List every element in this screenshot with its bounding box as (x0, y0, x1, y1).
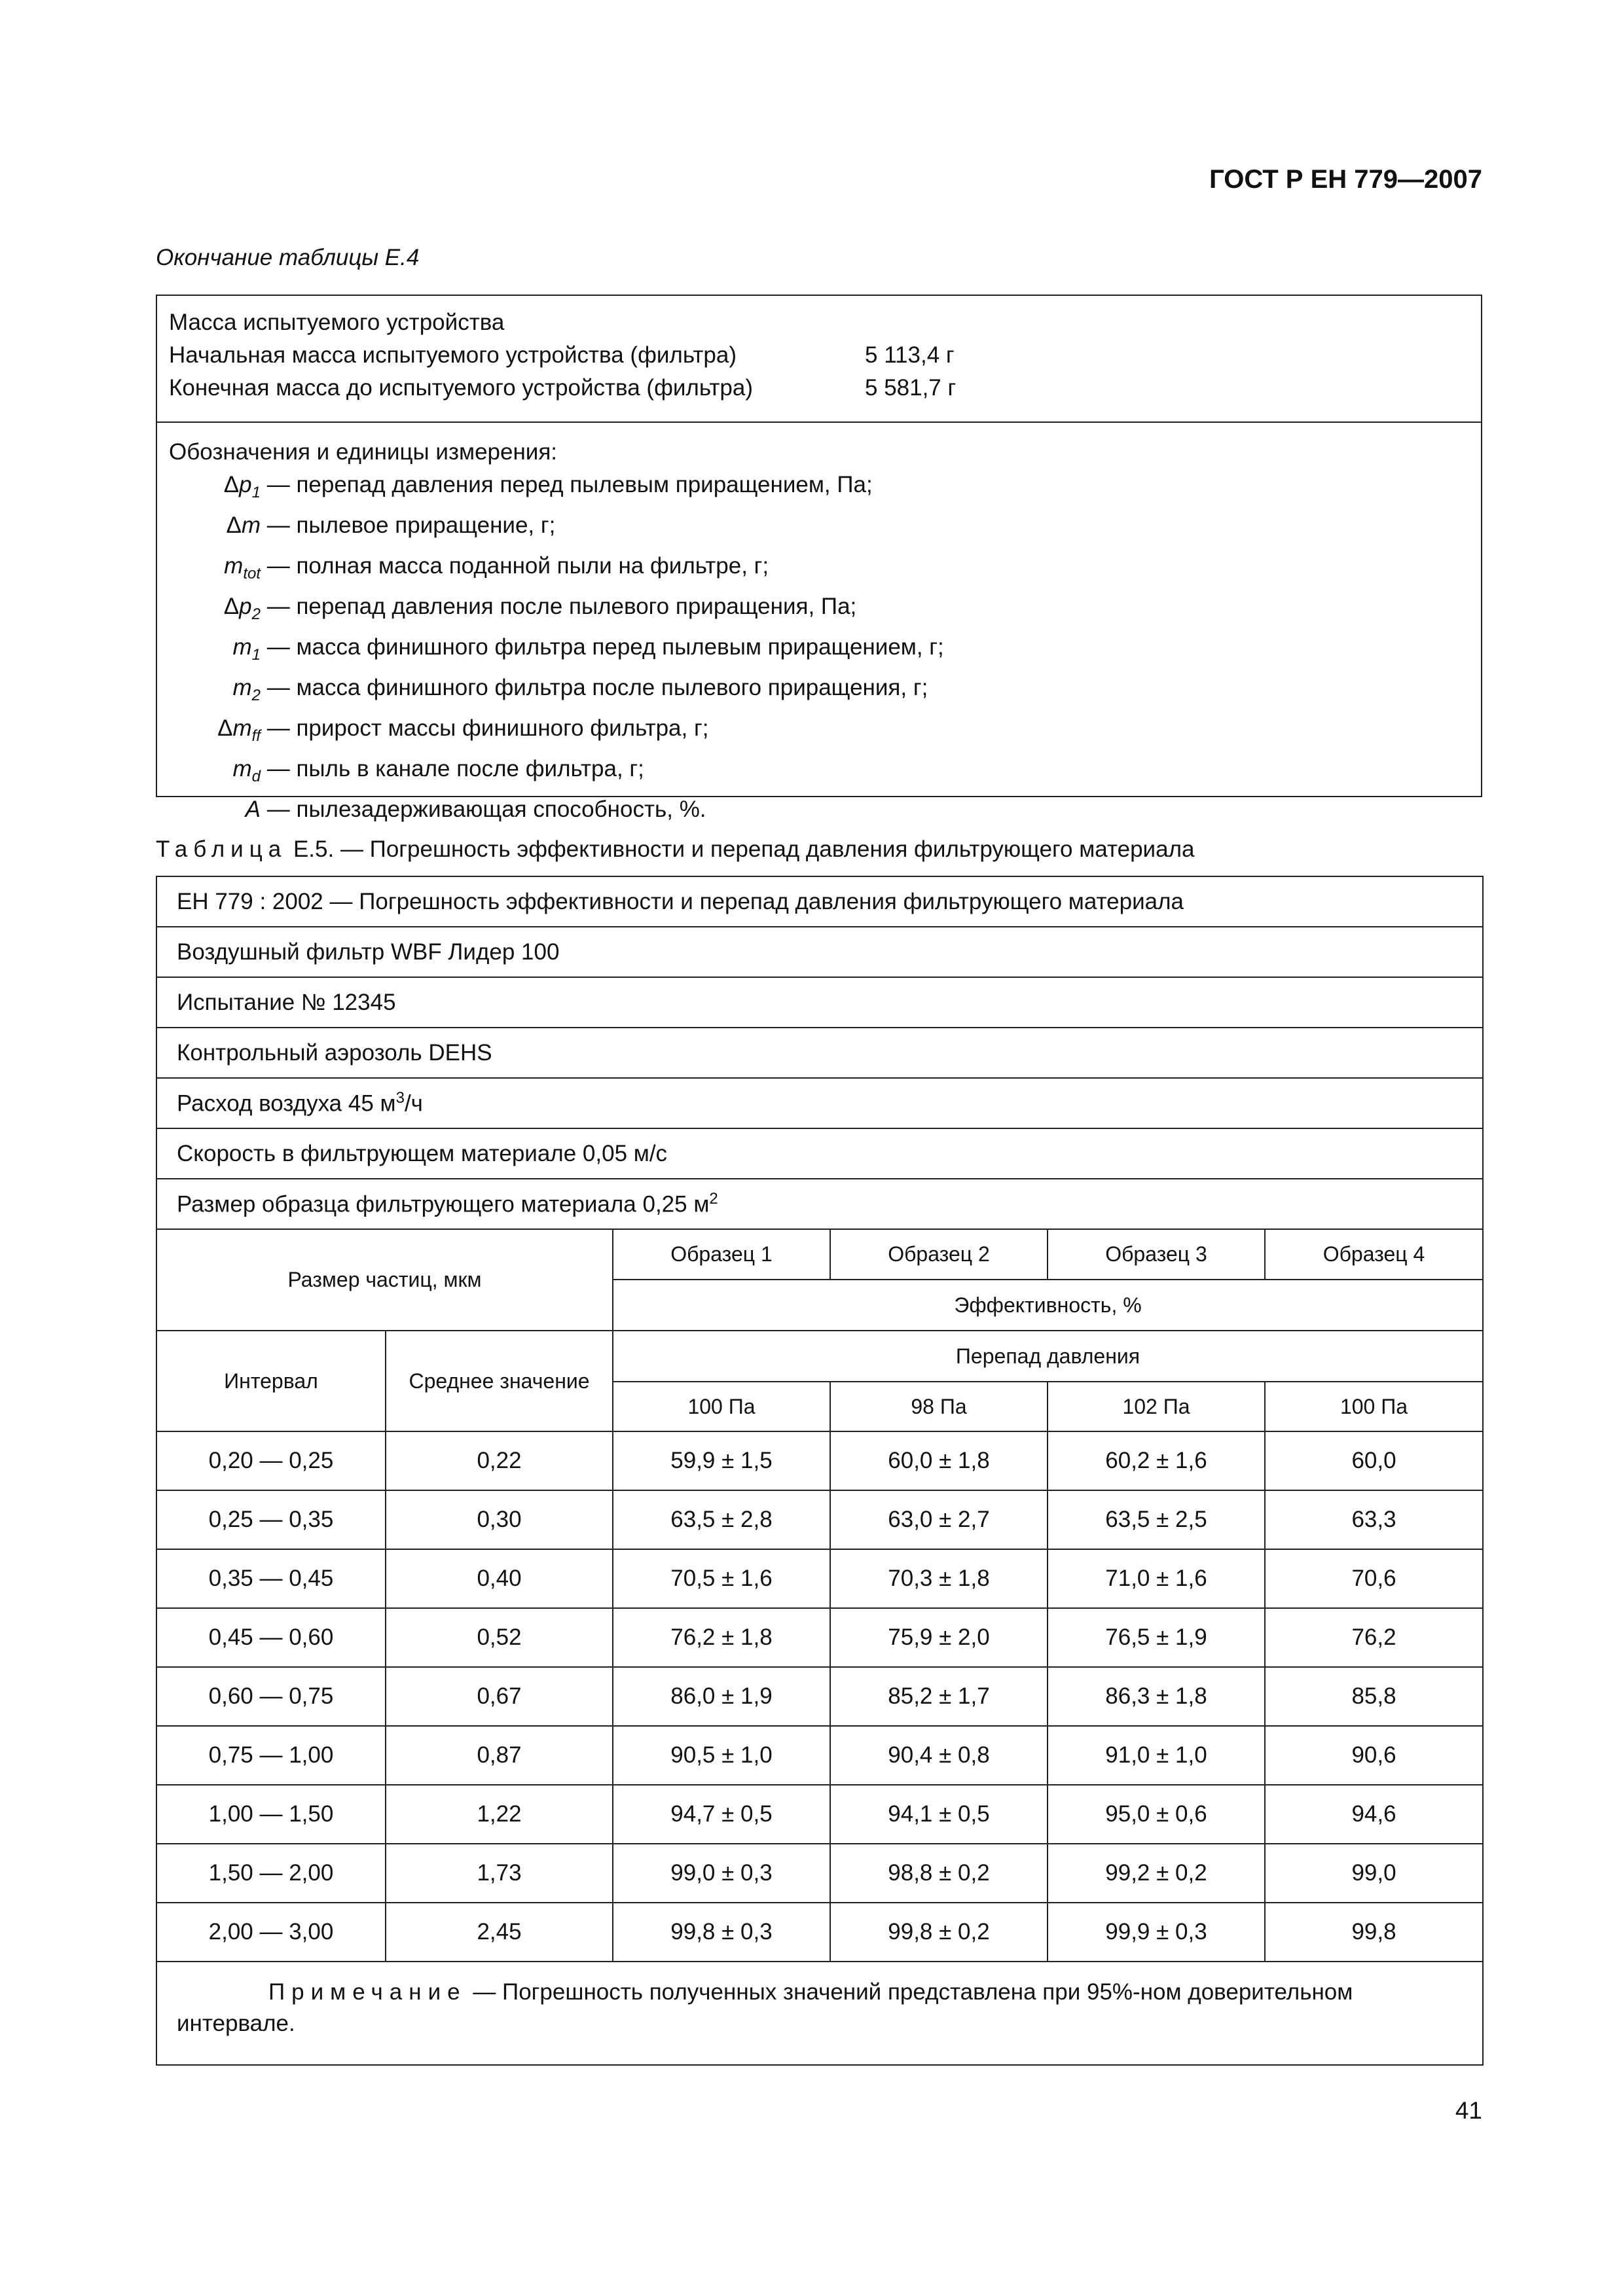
info-text: ЕН 779 : 2002 — Погрешность эффективности и перепад давления фильтрующего материала (177, 888, 1184, 914)
legend-symbol-letter: m (232, 756, 252, 781)
legend-symbol-letter: p (239, 594, 252, 619)
sample-4-cell: 60,0 (1265, 1431, 1483, 1490)
legend-description: — перепад давления перед пылевым приращением, Па; (261, 472, 873, 497)
legend-item (169, 631, 944, 672)
legend-symbol (169, 712, 261, 753)
table-e5-title (156, 836, 1194, 863)
info-text: Контрольный аэрозоль DEHS (177, 1039, 492, 1066)
sample-3-header: Образец 3 (1048, 1229, 1265, 1280)
sample-4-cell: 70,6 (1265, 1549, 1483, 1608)
sample-1-cell: 76,2 ± 1,8 (613, 1608, 830, 1667)
sample-2-cell: 85,2 ± 1,7 (830, 1667, 1048, 1726)
mean-cell: 0,22 (386, 1431, 613, 1490)
legend-item (169, 753, 944, 793)
table-title-text: Е.5. — Погрешность эффективности и перепад давления фильтрующего материала (287, 836, 1195, 862)
legend-description: — масса финишного фильтра после пылевого приращения, г; (261, 675, 928, 700)
legend-symbol-letter: A (245, 797, 261, 822)
interval-cell: 2,00 — 3,00 (156, 1903, 386, 1962)
info-row (156, 977, 1483, 1028)
info-cell (156, 1128, 1483, 1179)
legend-symbol-subscript: d (251, 768, 261, 785)
mass-title: Масса испытуемого устройства (169, 310, 505, 335)
page-number: 41 (1455, 2097, 1482, 2124)
legend-description: — полная масса поданной пыли на фильтре, г; (261, 553, 769, 579)
interval-header: Интервал (156, 1331, 386, 1431)
legend-description: — пылезадерживающая способность, %. (261, 797, 706, 822)
interval-cell: 1,00 — 1,50 (156, 1785, 386, 1844)
data-rows (156, 1431, 1483, 1962)
interval-cell: 0,20 — 0,25 (156, 1431, 386, 1490)
sample-2-header: Образец 2 (830, 1229, 1048, 1280)
legend-description: — масса финишного фильтра перед пылевым приращением, г; (261, 634, 944, 660)
sample-2-cell: 94,1 ± 0,5 (830, 1785, 1048, 1844)
table-row (156, 1490, 1483, 1549)
legend-symbol-subscript: 2 (251, 605, 261, 623)
info-cell (156, 927, 1483, 977)
sample-2-cell: 99,8 ± 0,2 (830, 1903, 1048, 1962)
section-divider (157, 422, 1481, 423)
particle-size-header: Размер частиц, мкм (156, 1229, 613, 1331)
legend-symbol-letter: m (232, 715, 252, 741)
mean-cell: 1,22 (386, 1785, 613, 1844)
sample-3-cell: 63,5 ± 2,5 (1048, 1490, 1265, 1549)
sample-3-cell: 60,2 ± 1,6 (1048, 1431, 1265, 1490)
unit-superscript: 3 (395, 1089, 405, 1107)
mass-label: Начальная масса испытуемого устройства (фильтра) (169, 342, 737, 368)
table-row (156, 1785, 1483, 1844)
mean-cell: 0,40 (386, 1549, 613, 1608)
table-continuation-caption: Окончание таблицы Е.4 (156, 245, 420, 270)
sample-4-cell: 99,0 (1265, 1844, 1483, 1903)
standard-code: ГОСТ Р ЕН 779—2007 (1209, 165, 1482, 194)
sample-2-cell: 63,0 ± 2,7 (830, 1490, 1048, 1549)
mass-row (169, 339, 956, 372)
unit-superscript: 2 (709, 1190, 718, 1208)
sample-2-cell: 90,4 ± 0,8 (830, 1726, 1048, 1785)
note-text: — Погрешность полученных значений представлена при 95%-ном доверительном интервале. (177, 1979, 1353, 2036)
table-header (156, 1229, 1483, 1431)
mass-value: 5 581,7 г (865, 375, 957, 401)
mass-row (169, 372, 956, 404)
sample-1-cell: 90,5 ± 1,0 (613, 1726, 830, 1785)
sample-4-cell: 63,3 (1265, 1490, 1483, 1549)
sample-1-cell: 86,0 ± 1,9 (613, 1667, 830, 1726)
legend-symbol-subscript: 1 (251, 484, 261, 501)
note-label: Примечание (268, 1979, 467, 2005)
sample-2-cell: 98,8 ± 0,2 (830, 1844, 1048, 1903)
table-e4-end (156, 295, 1482, 822)
mass-value: 5 113,4 г (865, 342, 955, 368)
table-row (156, 1726, 1483, 1785)
mean-header: Среднее значение (386, 1331, 613, 1431)
table-row (156, 1844, 1483, 1903)
efficiency-header: Эффективность, % (613, 1280, 1483, 1331)
info-cell (156, 977, 1483, 1028)
pressure-drop-header: Перепад давления (613, 1331, 1483, 1382)
sample-2-cell: 75,9 ± 2,0 (830, 1608, 1048, 1667)
legend-symbol-subscript: tot (243, 565, 261, 583)
info-row (156, 1078, 1483, 1128)
legend-description: — пылевое приращение, г; (261, 512, 556, 538)
info-text: Размер образца фильтрующего материала 0,25 м (177, 1191, 710, 1217)
pressure-1: 100 Па (613, 1382, 830, 1431)
interval-cell: 0,25 — 0,35 (156, 1490, 386, 1549)
table-row (156, 1431, 1483, 1490)
legend-symbol-letter: m (232, 675, 252, 700)
legend-symbol-prefix: Δ (217, 715, 233, 741)
legend-item (169, 509, 944, 550)
mass-label: Конечная масса до испытуемого устройства (фильтра) (169, 375, 753, 401)
info-text: Скорость в фильтрующем материале 0,05 м/с (177, 1140, 668, 1166)
sample-4-cell: 85,8 (1265, 1667, 1483, 1726)
legend-symbol-prefix: Δ (223, 472, 240, 497)
info-cell (156, 876, 1483, 927)
legend-symbol-prefix: Δ (226, 512, 242, 538)
legend-item (169, 712, 944, 753)
legend-symbol (169, 469, 261, 509)
sample-3-cell: 76,5 ± 1,9 (1048, 1608, 1265, 1667)
table-note (156, 1962, 1483, 2065)
legend-symbol-letter: p (239, 472, 252, 497)
legend-description: — перепад давления после пылевого приращения, Па; (261, 594, 857, 619)
info-text: Расход воздуха 45 м (177, 1090, 396, 1117)
legend-section (169, 436, 944, 834)
sample-1-header: Образец 1 (613, 1229, 830, 1280)
mean-cell: 0,67 (386, 1667, 613, 1726)
sample-4-cell: 90,6 (1265, 1726, 1483, 1785)
legend-title: Обозначения и единицы измерения: (169, 439, 558, 465)
legend-symbol-subscript: ff (251, 727, 261, 745)
pressure-3: 102 Па (1048, 1382, 1265, 1431)
sample-1-cell: 99,0 ± 0,3 (613, 1844, 830, 1903)
pressure-4: 100 Па (1265, 1382, 1483, 1431)
legend-symbol (169, 631, 261, 672)
legend-item (169, 672, 944, 712)
legend-symbol (169, 672, 261, 712)
interval-cell: 0,35 — 0,45 (156, 1549, 386, 1608)
sample-4-cell: 94,6 (1265, 1785, 1483, 1844)
table-row (156, 1667, 1483, 1726)
interval-cell: 1,50 — 2,00 (156, 1844, 386, 1903)
sample-3-cell: 99,9 ± 0,3 (1048, 1903, 1265, 1962)
sample-3-cell: 86,3 ± 1,8 (1048, 1667, 1265, 1726)
info-cell (156, 1179, 1483, 1229)
info-text: Воздушный фильтр WBF Лидер 100 (177, 939, 560, 965)
interval-cell: 0,45 — 0,60 (156, 1608, 386, 1667)
sample-1-cell: 63,5 ± 2,8 (613, 1490, 830, 1549)
sample-2-cell: 60,0 ± 1,8 (830, 1431, 1048, 1490)
sample-4-cell: 99,8 (1265, 1903, 1483, 1962)
note-cell (156, 1962, 1483, 2065)
table-row (156, 1608, 1483, 1667)
mean-cell: 2,45 (386, 1903, 613, 1962)
sample-3-cell: 95,0 ± 0,6 (1048, 1785, 1265, 1844)
pressure-2: 98 Па (830, 1382, 1048, 1431)
info-text-suffix: /ч (404, 1090, 423, 1117)
legend-symbol (169, 550, 261, 590)
info-row (156, 1179, 1483, 1229)
sample-3-cell: 91,0 ± 1,0 (1048, 1726, 1265, 1785)
legend-symbol-subscript: 2 (251, 687, 261, 704)
sample-1-cell: 99,8 ± 0,3 (613, 1903, 830, 1962)
info-row (156, 927, 1483, 977)
sample-1-cell: 70,5 ± 1,6 (613, 1549, 830, 1608)
sample-4-header: Образец 4 (1265, 1229, 1483, 1280)
legend-symbol (169, 793, 261, 834)
sample-2-cell: 70,3 ± 1,8 (830, 1549, 1048, 1608)
info-cell (156, 1028, 1483, 1078)
legend-symbol-letter: m (232, 634, 252, 660)
legend-symbol (169, 753, 261, 793)
legend-items (169, 469, 944, 834)
legend-item (169, 590, 944, 631)
info-rows (156, 876, 1483, 1229)
info-cell (156, 1078, 1483, 1128)
legend-symbol (169, 509, 261, 550)
legend-item (169, 793, 944, 834)
legend-symbol-letter: m (224, 553, 244, 579)
legend-item (169, 550, 944, 590)
table-row (156, 1549, 1483, 1608)
legend-description: — прирост массы финишного фильтра, г; (261, 715, 709, 741)
legend-symbol-prefix: Δ (223, 594, 240, 619)
table-row (156, 1903, 1483, 1962)
sample-3-cell: 71,0 ± 1,6 (1048, 1549, 1265, 1608)
info-row (156, 1028, 1483, 1078)
sample-1-cell: 59,9 ± 1,5 (613, 1431, 830, 1490)
info-row (156, 1128, 1483, 1179)
info-row (156, 876, 1483, 927)
interval-cell: 0,75 — 1,00 (156, 1726, 386, 1785)
sample-4-cell: 76,2 (1265, 1608, 1483, 1667)
table-e5 (156, 876, 1484, 2066)
info-text: Испытание № 12345 (177, 989, 396, 1015)
legend-symbol-letter: m (241, 512, 261, 538)
interval-cell: 0,60 — 0,75 (156, 1667, 386, 1726)
mass-section (169, 306, 956, 404)
legend-symbol (169, 590, 261, 631)
table-word: Таблица (156, 836, 287, 862)
mean-cell: 0,52 (386, 1608, 613, 1667)
legend-symbol-subscript: 1 (251, 646, 261, 664)
sample-1-cell: 94,7 ± 0,5 (613, 1785, 830, 1844)
legend-item (169, 469, 944, 509)
mean-cell: 0,87 (386, 1726, 613, 1785)
mean-cell: 1,73 (386, 1844, 613, 1903)
mean-cell: 0,30 (386, 1490, 613, 1549)
sample-3-cell: 99,2 ± 0,2 (1048, 1844, 1265, 1903)
legend-description: — пыль в канале после фильтра, г; (261, 756, 644, 781)
